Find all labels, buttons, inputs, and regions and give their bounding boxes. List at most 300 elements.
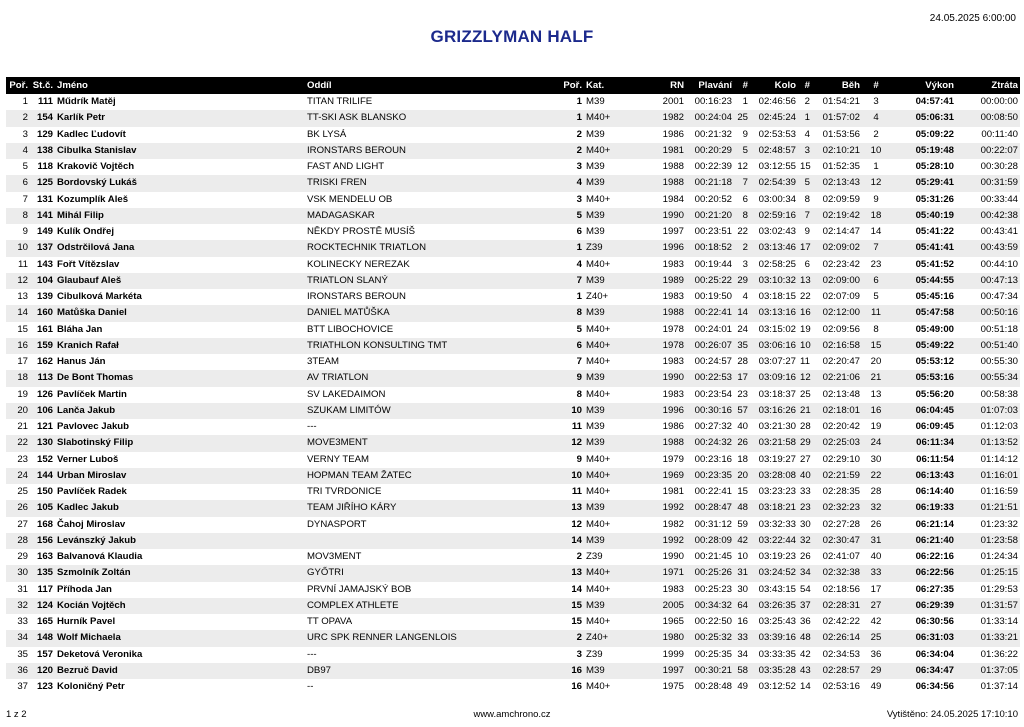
cell-swim-rank: 1 [742, 96, 748, 108]
cell-club: BTT LIBOCHOVICE [307, 323, 394, 335]
cell-run-rank: 11 [871, 307, 881, 319]
cell-category: M40+ [586, 469, 611, 481]
cell-club: TRIATLON SLANÝ [307, 274, 388, 286]
cell-gap: 00:55:30 [980, 356, 1018, 368]
cell-category-rank: 12 [571, 518, 582, 530]
cell-run: 02:10:21 [822, 144, 860, 156]
cell-run-rank: 19 [870, 421, 882, 433]
cell-birth-year: 1983 [662, 356, 684, 368]
cell-run: 02:09:00 [822, 274, 860, 286]
cell-run-rank: 36 [870, 648, 882, 660]
cell-bike: 02:58:25 [758, 258, 796, 270]
cell-name: Pavlovec Jakub [57, 421, 129, 433]
cell-run: 01:54:21 [822, 96, 860, 108]
cell-run-rank: 32 [870, 502, 882, 514]
cell-category-rank: 11 [571, 421, 582, 433]
cell-category: M39 [586, 502, 605, 514]
cell-run: 02:28:31 [822, 599, 860, 611]
cell-category: M39 [586, 307, 605, 319]
cell-bike-rank: 5 [804, 177, 810, 189]
cell-run-rank: 49 [870, 681, 882, 693]
cell-gap: 01:37:14 [980, 681, 1018, 693]
cell-name: Koloničný Petr [57, 681, 125, 693]
cell-swim-rank: 31 [737, 567, 748, 579]
cell-run: 02:28:57 [822, 664, 860, 676]
table-row [6, 565, 1020, 581]
cell-name: Kozumplík Aleš [57, 193, 129, 205]
cell-rank: 19 [17, 388, 28, 400]
cell-birth-year: 1983 [662, 583, 684, 595]
cell-swim: 00:28:09 [694, 534, 732, 546]
cell-bike-rank: 28 [800, 421, 811, 433]
cell-rank: 14 [17, 307, 28, 319]
cell-run-rank: 3 [873, 96, 879, 108]
cell-category: M39 [586, 599, 605, 611]
cell-gap: 00:43:59 [980, 242, 1018, 254]
cell-rank: 34 [17, 632, 28, 644]
cell-start-number: 157 [36, 648, 53, 660]
cell-category-rank: 5 [576, 209, 582, 221]
cell-category-rank: 13 [571, 567, 582, 579]
cell-name: Kranich Rafał [57, 339, 119, 351]
cell-run: 02:29:10 [822, 453, 860, 465]
table-row [6, 387, 1020, 403]
cell-category-rank: 11 [571, 486, 582, 498]
cell-run: 02:25:03 [822, 437, 860, 449]
cell-start-number: 105 [36, 502, 53, 514]
cell-bike-rank: 34 [800, 567, 811, 579]
cell-club: PRVNÍ JAMAJSKÝ BOB [307, 583, 412, 595]
cell-rank: 30 [17, 567, 28, 579]
cell-run: 02:12:00 [822, 307, 860, 319]
cell-total: 05:06:31 [915, 112, 954, 124]
cell-bike-rank: 3 [804, 144, 810, 156]
cell-bike-rank: 6 [804, 258, 810, 270]
cell-total: 05:19:48 [915, 144, 954, 156]
cell-birth-year: 1982 [662, 112, 684, 124]
cell-birth-year: 1978 [662, 323, 684, 335]
cell-category: M40+ [586, 616, 611, 628]
cell-swim: 00:23:16 [694, 453, 732, 465]
cell-rank: 16 [17, 339, 28, 351]
cell-gap: 00:47:34 [980, 291, 1018, 303]
cell-club: MOV3MENT [307, 551, 362, 563]
cell-start-number: 113 [37, 372, 53, 384]
cell-swim-rank: 15 [737, 486, 748, 498]
cell-bike-rank: 33 [800, 486, 811, 498]
cell-category-rank: 16 [571, 681, 582, 693]
cell-swim: 00:24:32 [694, 437, 732, 449]
header-club: Oddíl [307, 80, 332, 91]
cell-start-number: 150 [36, 486, 53, 498]
cell-run: 01:52:35 [822, 161, 860, 173]
header-bike: Kolo [774, 80, 796, 91]
header-category-rank: Poř. [563, 80, 582, 91]
cell-bike: 02:48:57 [758, 144, 796, 156]
table-row [6, 257, 1020, 273]
cell-birth-year: 1990 [662, 372, 684, 384]
cell-club: SV LAKEDAIMON [307, 388, 386, 400]
cell-category-rank: 15 [571, 616, 582, 628]
cell-gap: 01:07:03 [980, 404, 1018, 416]
cell-swim: 00:21:45 [694, 551, 732, 563]
cell-category-rank: 3 [576, 193, 582, 205]
cell-swim-rank: 9 [742, 128, 748, 140]
cell-club: KOLINECKY NEREZAK [307, 258, 410, 270]
cell-club: MOVE3MENT [307, 437, 368, 449]
cell-bike: 02:54:39 [758, 177, 796, 189]
cell-swim-rank: 3 [742, 258, 748, 270]
table-row [6, 354, 1020, 370]
cell-rank: 7 [22, 193, 28, 205]
cell-swim-rank: 40 [737, 421, 748, 433]
cell-run: 02:13:43 [822, 177, 860, 189]
header-start-number: St.č. [32, 80, 53, 91]
cell-swim: 00:25:22 [694, 274, 732, 286]
cell-name: Bláha Jan [57, 323, 103, 335]
cell-run-rank: 24 [870, 437, 882, 449]
cell-bike: 03:35:28 [758, 664, 796, 676]
cell-gap: 00:00:00 [980, 96, 1018, 108]
cell-swim: 00:20:52 [694, 193, 732, 205]
cell-gap: 01:31:57 [980, 599, 1018, 611]
table-row [6, 663, 1020, 679]
cell-total: 06:27:35 [915, 583, 954, 595]
cell-total: 06:09:45 [915, 421, 954, 433]
cell-start-number: 163 [36, 551, 53, 563]
cell-category: M40+ [586, 258, 611, 270]
cell-category: M40+ [586, 144, 611, 156]
cell-category: M40+ [586, 112, 611, 124]
cell-name: Hanus Ján [57, 356, 106, 368]
cell-start-number: 124 [36, 599, 53, 611]
cell-run: 02:09:59 [822, 193, 860, 205]
cell-swim-rank: 48 [737, 502, 748, 514]
cell-category: M40+ [586, 567, 611, 579]
cell-birth-year: 1969 [662, 469, 684, 481]
cell-birth-year: 1971 [662, 567, 684, 579]
cell-name: Matůška Daniel [57, 307, 127, 319]
cell-start-number: 118 [37, 161, 53, 173]
cell-swim: 00:25:32 [694, 632, 732, 644]
cell-rank: 29 [17, 551, 28, 563]
cell-run: 02:09:02 [822, 242, 860, 254]
cell-rank: 12 [17, 274, 28, 286]
cell-swim-rank: 5 [742, 144, 748, 156]
cell-bike: 03:15:02 [758, 323, 796, 335]
cell-name: Lanča Jakub [57, 404, 116, 416]
cell-category-rank: 12 [571, 437, 582, 449]
cell-start-number: 104 [36, 274, 53, 286]
cell-name: Pavlíček Martin [57, 388, 127, 400]
cell-bike: 02:59:16 [758, 209, 796, 221]
cell-run-rank: 42 [870, 616, 882, 628]
cell-swim: 00:25:35 [694, 648, 732, 660]
cell-swim: 00:31:12 [694, 518, 732, 530]
cell-rank: 20 [17, 404, 28, 416]
table-row [6, 273, 1020, 289]
cell-bike-rank: 14 [800, 681, 811, 693]
cell-swim: 00:16:23 [694, 96, 732, 108]
cell-total: 05:49:00 [915, 323, 954, 335]
cell-category-rank: 7 [576, 274, 582, 286]
table-body [6, 94, 1020, 695]
cell-category-rank: 15 [571, 599, 582, 611]
cell-swim: 00:25:23 [694, 583, 732, 595]
cell-run-rank: 30 [870, 453, 882, 465]
cell-club: COMPLEX ATHLETE [307, 599, 399, 611]
cell-run-rank: 15 [870, 339, 882, 351]
cell-run: 02:21:06 [822, 372, 860, 384]
cell-total: 05:41:22 [915, 226, 954, 238]
cell-run-rank: 18 [870, 209, 882, 221]
cell-bike-rank: 23 [800, 502, 811, 514]
cell-club: MADAGASKAR [307, 209, 375, 221]
cell-gap: 01:16:01 [980, 469, 1018, 481]
cell-club: TT-SKI ASK BLANSKO [307, 112, 407, 124]
cell-category: M39 [586, 404, 605, 416]
cell-name: Balvanová Klaudia [57, 551, 143, 563]
cell-category: M40+ [586, 356, 611, 368]
cell-swim: 00:19:44 [694, 258, 732, 270]
cell-swim: 00:22:53 [694, 372, 732, 384]
cell-category: M39 [586, 274, 605, 286]
cell-birth-year: 1997 [662, 226, 684, 238]
cell-start-number: 168 [36, 518, 53, 530]
cell-name: Čahoj Miroslav [57, 518, 126, 530]
cell-run-rank: 26 [870, 518, 882, 530]
cell-club: GYŐTRI [307, 567, 344, 579]
cell-start-number: 143 [36, 258, 53, 270]
cell-birth-year: 1986 [662, 128, 684, 140]
cell-swim: 00:27:32 [694, 421, 732, 433]
cell-club: -- [307, 681, 314, 693]
cell-run: 02:21:59 [822, 469, 860, 481]
website-link[interactable]: www.amchrono.cz [473, 709, 551, 720]
cell-rank: 11 [18, 258, 28, 270]
cell-bike-rank: 30 [800, 518, 811, 530]
cell-club [305, 533, 558, 549]
cell-category: Z39 [586, 551, 603, 563]
cell-start-number: 121 [36, 421, 53, 433]
cell-bike-rank: 54 [800, 583, 811, 595]
cell-bike: 03:18:21 [758, 502, 796, 514]
header-bike-rank: # [804, 80, 810, 91]
cell-category: M39 [586, 437, 605, 449]
cell-run-rank: 13 [870, 388, 882, 400]
cell-name: Levánszký Jakub [57, 534, 136, 546]
table-row [6, 533, 1020, 549]
table-row [6, 630, 1020, 646]
cell-run-rank: 16 [870, 404, 882, 416]
cell-total: 06:22:56 [915, 567, 954, 579]
cell-run: 02:13:48 [822, 388, 860, 400]
cell-gap: 01:25:15 [980, 567, 1018, 579]
cell-club: HOPMAN TEAM ŽATEC [307, 469, 412, 481]
cell-swim: 00:24:57 [694, 356, 732, 368]
cell-name: Glaubauf Aleš [57, 274, 122, 286]
cell-swim-rank: 25 [737, 112, 748, 124]
table-row [6, 127, 1020, 143]
table-row [6, 192, 1020, 208]
cell-club: AV TRIATLON [307, 372, 369, 384]
cell-swim: 00:22:41 [694, 486, 732, 498]
cell-total: 06:04:45 [915, 404, 954, 416]
cell-bike: 03:13:16 [758, 307, 796, 319]
cell-gap: 00:30:28 [980, 161, 1018, 173]
cell-swim: 00:20:29 [694, 144, 732, 156]
cell-bike-rank: 12 [800, 372, 811, 384]
cell-name: Karlík Petr [57, 112, 105, 124]
cell-birth-year: 1997 [662, 664, 684, 676]
cell-birth-year: 2005 [662, 599, 684, 611]
cell-gap: 01:29:53 [980, 583, 1018, 595]
cell-start-number: 129 [36, 128, 53, 140]
cell-rank: 3 [22, 128, 28, 140]
cell-gap: 01:23:58 [980, 534, 1018, 546]
cell-swim: 00:23:51 [694, 226, 732, 238]
cell-start-number: 159 [36, 339, 53, 351]
cell-total: 05:56:20 [915, 388, 954, 400]
cell-name: De Bont Thomas [57, 372, 134, 384]
cell-swim: 00:28:47 [694, 502, 732, 514]
cell-category-rank: 10 [571, 404, 582, 416]
cell-rank: 17 [17, 356, 28, 368]
cell-bike: 03:43:15 [758, 583, 796, 595]
cell-birth-year: 1978 [662, 339, 684, 351]
cell-bike-rank: 7 [804, 209, 810, 221]
cell-gap: 01:37:05 [980, 664, 1018, 676]
cell-category: M40+ [586, 193, 611, 205]
cell-run: 02:16:58 [822, 339, 860, 351]
table-row [6, 322, 1020, 338]
cell-bike-rank: 19 [800, 323, 811, 335]
cell-run: 02:18:56 [822, 583, 860, 595]
table-row [6, 679, 1020, 695]
cell-category: M40+ [586, 388, 611, 400]
cell-swim-rank: 14 [737, 307, 748, 319]
cell-bike-rank: 29 [800, 437, 811, 449]
cell-category: M39 [586, 209, 605, 221]
cell-swim: 00:23:35 [694, 469, 732, 481]
table-row [6, 582, 1020, 598]
cell-start-number: 126 [36, 388, 53, 400]
cell-club: DB97 [307, 664, 331, 676]
cell-gap: 01:33:21 [980, 632, 1018, 644]
cell-run: 02:41:07 [822, 551, 860, 563]
cell-rank: 8 [22, 209, 28, 221]
cell-category: M40+ [586, 583, 611, 595]
cell-birth-year: 1996 [662, 242, 684, 254]
cell-total: 06:11:54 [916, 453, 954, 465]
cell-rank: 24 [17, 469, 28, 481]
cell-name: Cibulková Markéta [57, 291, 142, 303]
cell-total: 06:34:56 [915, 681, 954, 693]
cell-swim-rank: 58 [737, 664, 748, 676]
header-name: Jméno [57, 80, 88, 91]
cell-category-rank: 14 [571, 534, 582, 546]
cell-swim-rank: 6 [742, 193, 748, 205]
table-row [6, 435, 1020, 451]
cell-category: M40+ [586, 518, 611, 530]
cell-category: M40+ [586, 339, 611, 351]
header-run-rank: # [873, 80, 879, 91]
cell-bike-rank: 37 [800, 599, 811, 611]
cell-run: 02:26:14 [822, 632, 860, 644]
cell-total: 05:44:55 [915, 274, 954, 286]
cell-bike: 03:32:33 [758, 518, 796, 530]
cell-bike-rank: 21 [800, 404, 811, 416]
cell-swim-rank: 10 [737, 551, 748, 563]
cell-category-rank: 14 [571, 583, 582, 595]
cell-start-number: 165 [36, 616, 53, 628]
cell-bike: 03:21:58 [758, 437, 796, 449]
cell-category-rank: 3 [576, 161, 582, 173]
cell-category: M40+ [586, 323, 611, 335]
cell-rank: 22 [17, 437, 28, 449]
cell-run-rank: 17 [870, 583, 882, 595]
cell-bike: 03:09:16 [758, 372, 796, 384]
cell-rank: 13 [17, 291, 28, 303]
cell-gap: 00:33:44 [980, 193, 1018, 205]
cell-bike: 03:12:52 [758, 681, 796, 693]
cell-bike: 03:18:15 [758, 291, 796, 303]
event-date: 24.05.2025 6:00:00 [929, 13, 1016, 24]
cell-name: Szmolník Zoltán [57, 567, 131, 579]
cell-bike-rank: 11 [800, 356, 810, 368]
cell-total: 05:31:26 [915, 193, 954, 205]
cell-bike-rank: 13 [800, 274, 811, 286]
cell-bike: 03:39:16 [758, 632, 796, 644]
cell-category-rank: 8 [576, 307, 582, 319]
cell-swim-rank: 4 [742, 291, 748, 303]
cell-swim: 00:19:50 [694, 291, 732, 303]
cell-swim-rank: 57 [737, 404, 748, 416]
cell-birth-year: 1988 [662, 177, 684, 189]
table-row [6, 338, 1020, 354]
page-title: GRIZZLYMAN HALF [430, 27, 594, 46]
cell-swim: 00:22:50 [694, 616, 732, 628]
cell-rank: 36 [17, 664, 28, 676]
cell-start-number: 130 [36, 437, 53, 449]
cell-birth-year: 1982 [662, 518, 684, 530]
cell-category-rank: 1 [576, 96, 582, 108]
cell-gap: 00:55:34 [980, 372, 1018, 384]
cell-category: M39 [586, 96, 605, 108]
cell-category-rank: 7 [576, 356, 582, 368]
cell-bike-rank: 36 [800, 616, 811, 628]
header-swim-rank: # [742, 80, 748, 91]
cell-bike: 03:19:23 [758, 551, 796, 563]
cell-bike: 03:18:37 [758, 388, 796, 400]
cell-name: Bordovský Lukáš [57, 177, 137, 189]
cell-category: M39 [586, 372, 605, 384]
cell-birth-year: 1975 [662, 681, 684, 693]
cell-rank: 4 [22, 144, 28, 156]
cell-gap: 00:51:18 [980, 323, 1018, 335]
cell-start-number: 111 [38, 96, 53, 108]
cell-bike-rank: 10 [800, 339, 811, 351]
cell-total: 06:30:56 [915, 616, 954, 628]
cell-birth-year: 1984 [662, 193, 684, 205]
cell-birth-year: 1981 [662, 144, 684, 156]
cell-bike-rank: 32 [800, 534, 811, 546]
cell-category: M39 [586, 664, 605, 676]
cell-rank: 23 [17, 453, 28, 465]
cell-gap: 00:44:10 [980, 258, 1018, 270]
cell-club: 3TEAM [307, 356, 339, 368]
cell-category: M39 [586, 421, 605, 433]
